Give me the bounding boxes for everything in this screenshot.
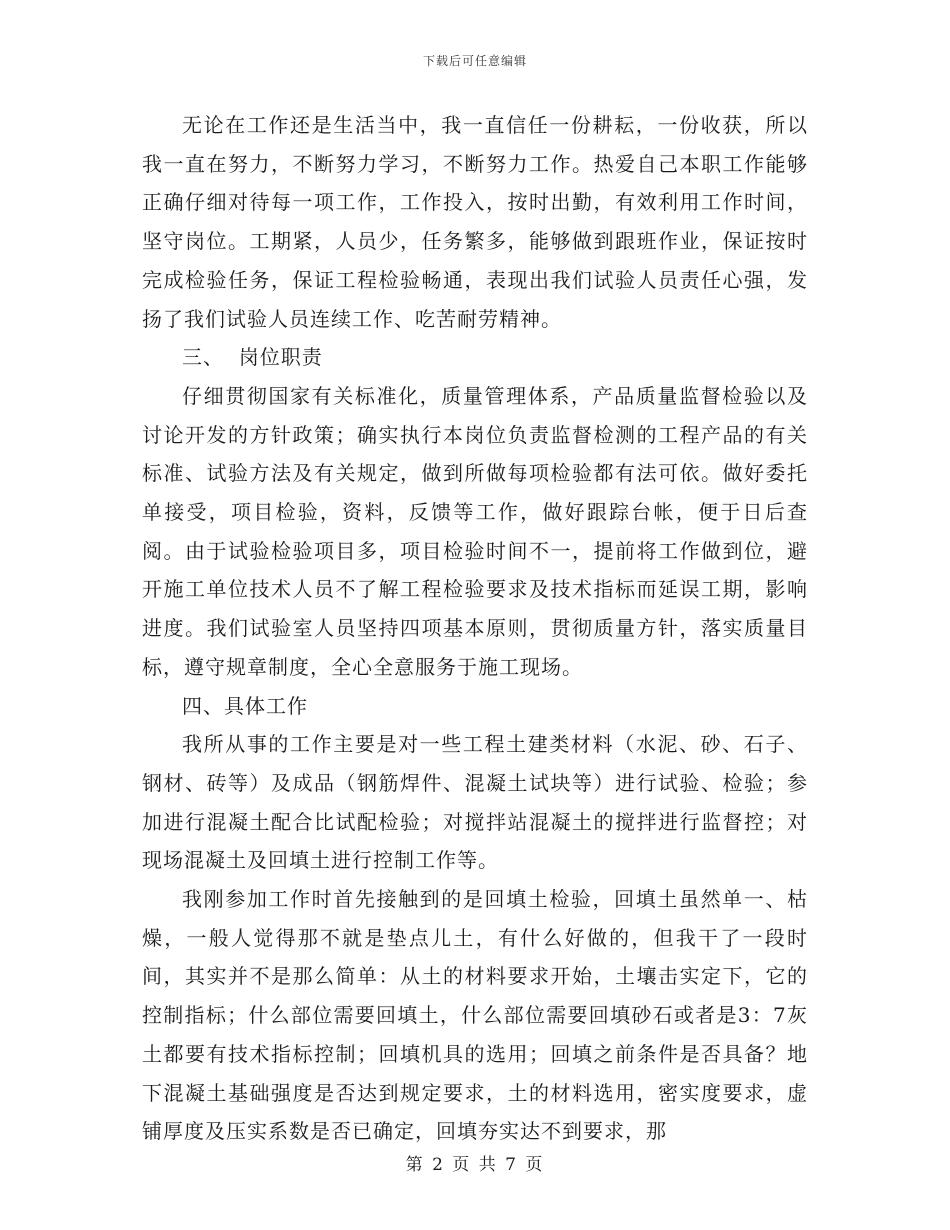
paragraph-job-duties: 仔细贯彻国家有关标准化，质量管理体系，产品质量监督检验以及讨论开发的方针政策；确实执行本岗位负责监督检测的工程产品的有关标准、试验方法及有关规定，做到所做每项检验都有法可依。做好委托单接受，项目检验，资料，反馈等工作，做好跟踪台帐，便于日后查阅。由于试验检验项目多，项目检验时间不一，提前将工作做到位，避开施工单位技术人员不了解工程检验要求及技术指标而延误工期，影响进度。我们试验室人员坚持四项基本原则，贯彻质量方针，落实质量目标，遵守规章制度，全心全意服务于施工现场。: [142, 383, 808, 679]
document-body: [142, 106, 808, 1151]
paragraph-backfill-inspection: 我刚参加工作时首先接触到的是回填土检验，回填土虽然单一、枯燥，一般人觉得那不就是垫点儿土，有什么好做的，但我干了一段时间，其实并不是那么简单：从土的材料要求开始，土壤击实定下，它的控制指标；什么部位需要回填土，什么部位需要回填砂石或者是3：7灰土都要有技术指标控制；回填机具的选用；回填之前条件是否具备？地下混凝土基础强度是否达到规定要求，土的材料选用，密实度要求，虚铺厚度及压实系数是否已确定，回填夯实达不到要求，那: [142, 887, 808, 1144]
section-heading-specific-work: 四、具体工作: [182, 693, 308, 718]
page-header: 下载后可任意编辑: [422, 54, 527, 68]
paragraph-work-attitude: 无论在工作还是生活当中，我一直信任一份耕耘，一份收获，所以我一直在努力，不断努力学习，不断努力工作。热爱自己本职工作能够正确仔细对待每一项工作，工作投入，按时出勤，有效利用工作时间，坚守岗位。工期紧，人员少，任务繁多，能够做到跟班作业，保证按时完成检验任务，保证工程检验畅通，表现出我们试验人员责任心强，发扬了我们试验人员连续工作、吃苦耐劳精神。: [142, 113, 808, 331]
page-number: 第 2 页 共 7 页: [405, 1155, 545, 1175]
paragraph-specific-work: 我所从事的工作主要是对一些工程土建类材料（水泥、砂、石子、钢材、砖等）及成品（钢筋焊件、混凝土试块等）进行试验、检验；参加进行混凝土配合比试配检验；对搅拌站混凝土的搅拌进行监督控；对现场混凝土及回填土进行控制工作等。: [142, 732, 808, 873]
section-heading-job-duties: 三、 岗位职责: [182, 345, 323, 370]
